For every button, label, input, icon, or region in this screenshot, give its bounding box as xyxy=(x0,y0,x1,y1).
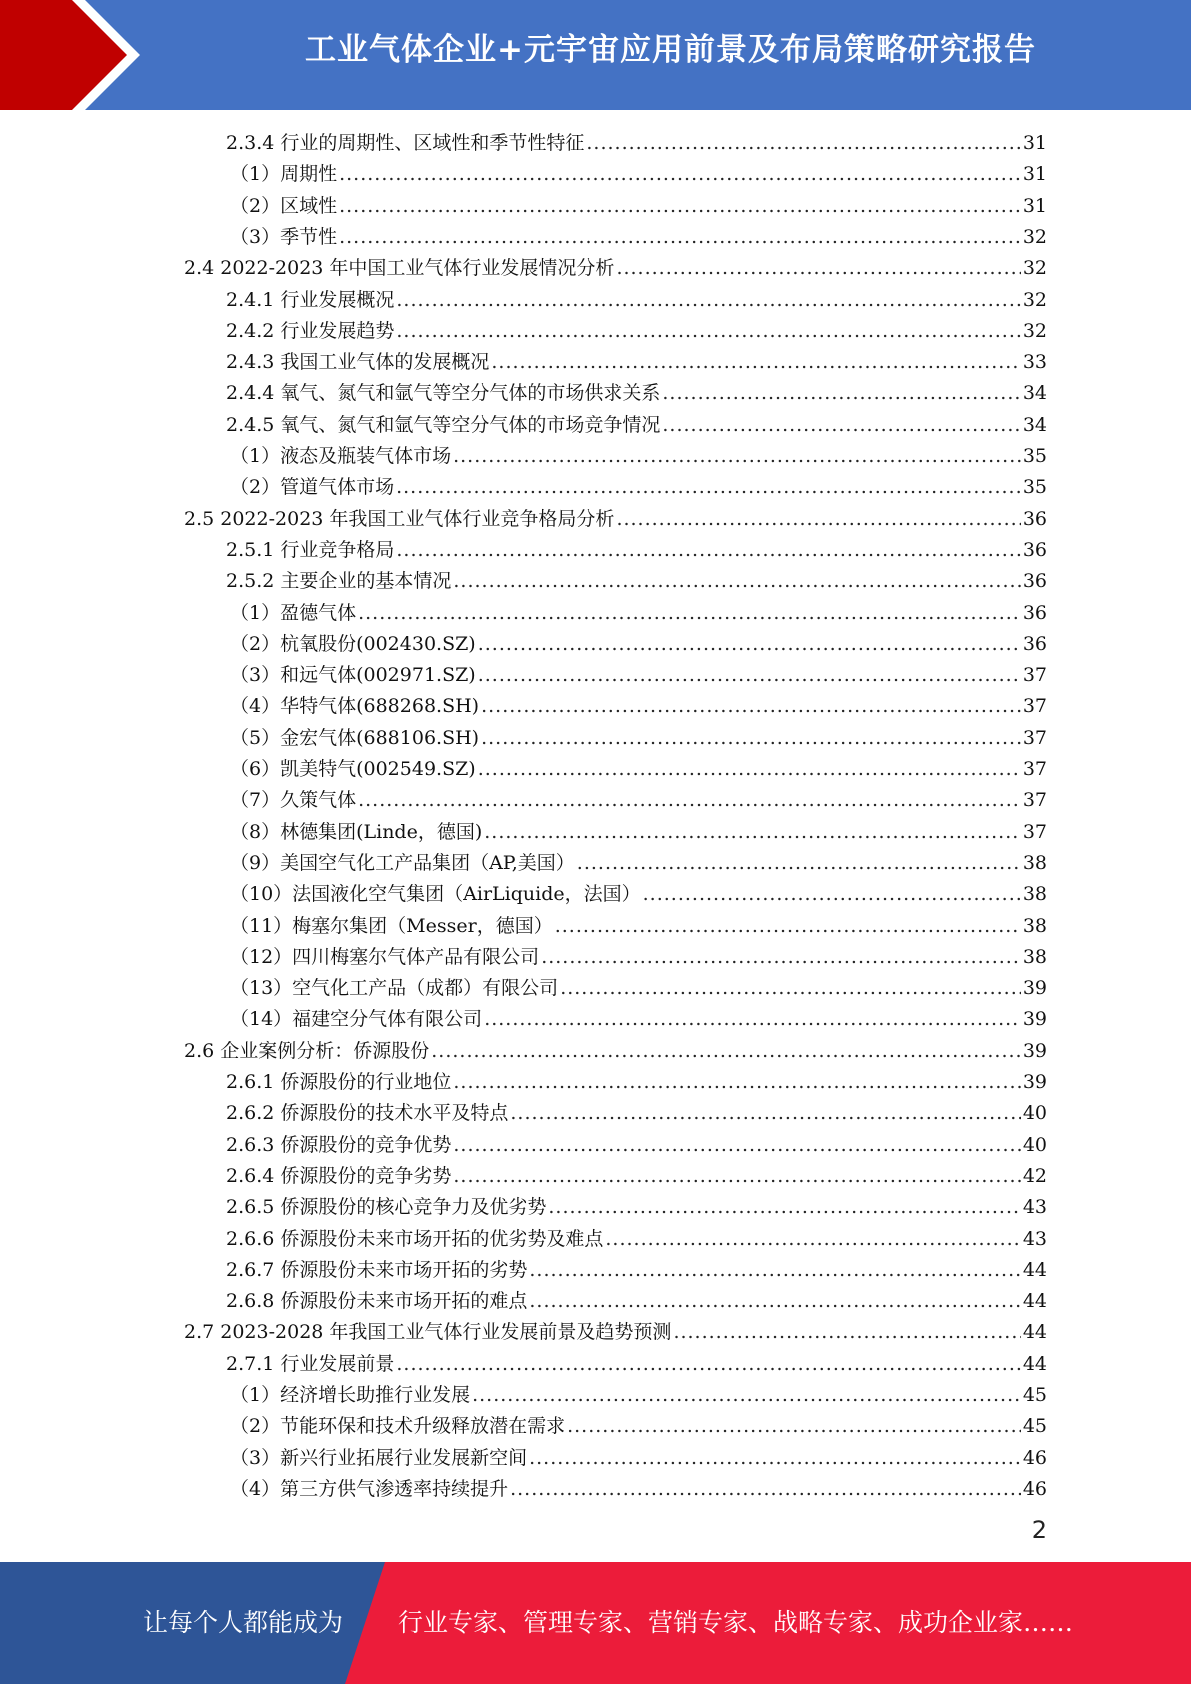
toc-entry-page: 45 xyxy=(1022,1384,1047,1406)
toc-entry-label: （2）杭氧股份(002430.SZ) xyxy=(230,633,476,655)
toc-entry[interactable] xyxy=(230,1411,1047,1442)
toc-entry-page: 36 xyxy=(1022,539,1047,561)
toc-entry-label: 2.6 企业案例分析：侨源股份 xyxy=(184,1040,430,1062)
toc-entry[interactable] xyxy=(230,754,1047,785)
toc-entry-label: （2）节能环保和技术升级释放潜在需求 xyxy=(230,1415,566,1437)
toc-entry-label: （3）和远气体(002971.SZ) xyxy=(230,664,476,686)
toc-entry-page: 45 xyxy=(1022,1415,1047,1437)
toc-leader-dots xyxy=(339,191,1021,222)
toc-entry-page: 39 xyxy=(1022,977,1047,999)
toc-entry[interactable] xyxy=(230,472,1047,503)
toc-entry[interactable] xyxy=(230,1380,1047,1411)
toc-entry-page: 35 xyxy=(1022,445,1047,467)
toc-leader-dots xyxy=(484,817,1021,848)
toc-entry-label: （13）空气化工产品（成都）有限公司 xyxy=(230,977,559,999)
toc-entry[interactable] xyxy=(226,1349,1047,1380)
toc-entry-page: 35 xyxy=(1022,476,1047,498)
footer-slogan-left: 让每个人都能成为 xyxy=(143,1608,344,1637)
toc-entry-page: 36 xyxy=(1022,602,1047,624)
toc-entry[interactable] xyxy=(226,1161,1047,1192)
toc-leader-dots xyxy=(431,1036,1021,1067)
toc-entry[interactable] xyxy=(230,629,1047,660)
toc-entry-page: 38 xyxy=(1022,915,1047,937)
toc-entry-label: （3）新兴行业拓展行业发展新空间 xyxy=(230,1447,528,1469)
toc-entry-page: 37 xyxy=(1022,821,1047,843)
toc-entry[interactable] xyxy=(230,691,1047,722)
toc-entry-page: 43 xyxy=(1022,1228,1047,1250)
toc-entry[interactable] xyxy=(226,1130,1047,1161)
toc-leader-dots xyxy=(484,1004,1021,1035)
toc-leader-dots xyxy=(560,973,1021,1004)
toc-entry[interactable] xyxy=(230,785,1047,816)
toc-entry-label: （12）四川梅塞尔气体产品有限公司 xyxy=(230,946,540,968)
toc-entry[interactable] xyxy=(226,347,1047,378)
toc-entry-page: 39 xyxy=(1022,1008,1047,1030)
toc-entry[interactable] xyxy=(184,1317,1047,1348)
toc-entry[interactable] xyxy=(226,410,1047,441)
toc-leader-dots xyxy=(548,1192,1020,1223)
toc-leader-dots xyxy=(339,159,1021,190)
toc-leader-dots xyxy=(616,253,1020,284)
toc-entry[interactable] xyxy=(230,1474,1047,1505)
toc-entry[interactable] xyxy=(230,660,1047,691)
toc-entry-page: 31 xyxy=(1022,132,1047,154)
toc-leader-dots xyxy=(510,1474,1021,1505)
toc-leader-dots xyxy=(396,535,1020,566)
toc-leader-dots xyxy=(453,1130,1020,1161)
footer-slogan-right: 行业专家、管理专家、营销专家、战略专家、成功企业家…… xyxy=(398,1608,1074,1637)
toc-entry-label: 2.5.1 行业竞争格局 xyxy=(226,539,395,561)
toc-leader-dots xyxy=(339,222,1021,253)
toc-entry-page: 39 xyxy=(1022,1040,1047,1062)
toc-entry-page: 37 xyxy=(1022,664,1047,686)
toc-entry-page: 37 xyxy=(1022,758,1047,780)
toc-entry-page: 43 xyxy=(1022,1196,1047,1218)
toc-leader-dots xyxy=(491,347,1020,378)
toc-leader-dots xyxy=(396,285,1020,316)
toc-leader-dots xyxy=(662,410,1020,441)
toc-entry-page: 38 xyxy=(1022,946,1047,968)
toc-entry-page: 32 xyxy=(1022,320,1047,342)
toc-entry[interactable] xyxy=(226,378,1047,409)
toc-entry-page: 37 xyxy=(1022,789,1047,811)
toc-entry[interactable] xyxy=(184,1036,1047,1067)
toc-entry[interactable] xyxy=(226,1286,1047,1317)
toc-entry-label: 2.7.1 行业发展前景 xyxy=(226,1353,395,1375)
toc-leader-dots xyxy=(481,691,1021,722)
toc-leader-dots xyxy=(662,378,1020,409)
toc-entry-label: 2.4.4 氧气、氮气和氩气等空分气体的市场供求关系 xyxy=(226,382,661,404)
toc-entry[interactable] xyxy=(230,1004,1047,1035)
toc-leader-dots xyxy=(643,879,1021,910)
toc-entry-label: （1）周期性 xyxy=(230,163,338,185)
toc-entry-label: （1）液态及瓶装气体市场 xyxy=(230,445,452,467)
toc-leader-dots xyxy=(453,566,1020,597)
toc-entry-label: 2.4.2 行业发展趋势 xyxy=(226,320,395,342)
toc-entry-label: （9）美国空气化工产品集团（AP,美国） xyxy=(230,852,575,874)
toc-entry-page: 32 xyxy=(1022,289,1047,311)
toc-entry[interactable] xyxy=(230,973,1047,1004)
toc-entry-page: 44 xyxy=(1022,1290,1047,1312)
toc-entry[interactable] xyxy=(230,159,1047,190)
toc-entry-label: 2.7 2023-2028 年我国工业气体行业发展前景及趋势预测 xyxy=(184,1321,672,1343)
toc-entry[interactable] xyxy=(226,566,1047,597)
toc-leader-dots xyxy=(529,1286,1020,1317)
toc-entry-page: 32 xyxy=(1022,226,1047,248)
toc-leader-dots xyxy=(529,1443,1021,1474)
toc-entry[interactable] xyxy=(230,942,1047,973)
toc-entry-label: 2.4.5 氧气、氮气和氩气等空分气体的市场竞争情况 xyxy=(226,414,661,436)
toc-leader-dots xyxy=(616,504,1020,535)
toc-entry-label: 2.6.3 侨源股份的竞争优势 xyxy=(226,1134,452,1156)
toc-entry-page: 40 xyxy=(1022,1102,1047,1124)
toc-entry-label: （4）华特气体(688268.SH) xyxy=(230,695,480,717)
toc-entry-label: （3）季节性 xyxy=(230,226,338,248)
toc-leader-dots xyxy=(541,942,1021,973)
toc-entry-page: 44 xyxy=(1022,1259,1047,1281)
toc-entry-label: 2.6.6 侨源股份未来市场开拓的优劣势及难点 xyxy=(226,1228,604,1250)
toc-entry[interactable] xyxy=(230,222,1047,253)
toc-entry[interactable] xyxy=(230,1443,1047,1474)
toc-entry-page: 37 xyxy=(1022,695,1047,717)
toc-entry[interactable] xyxy=(226,285,1047,316)
toc-entry-label: 2.6.1 侨源股份的行业地位 xyxy=(226,1071,452,1093)
toc-leader-dots xyxy=(396,472,1021,503)
toc-entry[interactable] xyxy=(226,535,1047,566)
toc-entry-label: 2.3.4 行业的周期性、区域性和季节性特征 xyxy=(226,132,585,154)
toc-leader-dots xyxy=(673,1317,1020,1348)
toc-entry[interactable] xyxy=(230,191,1047,222)
toc-entry[interactable] xyxy=(230,441,1047,472)
toc-entry[interactable] xyxy=(226,1224,1047,1255)
toc-leader-dots xyxy=(510,1098,1020,1129)
toc-entry[interactable] xyxy=(184,253,1047,284)
toc-entry-label: 2.6.4 侨源股份的竞争劣势 xyxy=(226,1165,452,1187)
toc-entry-page: 31 xyxy=(1022,195,1047,217)
toc-entry-label: 2.4.1 行业发展概况 xyxy=(226,289,395,311)
toc-entry-label: （5）金宏气体(688106.SH) xyxy=(230,727,480,749)
toc-entry-page: 33 xyxy=(1022,351,1047,373)
toc-entry-label: 2.6.8 侨源股份未来市场开拓的难点 xyxy=(226,1290,528,1312)
toc-entry-label: （7）久策气体 xyxy=(230,789,357,811)
toc-entry-label: （14）福建空分气体有限公司 xyxy=(230,1008,483,1030)
toc-entry-label: 2.6.5 侨源股份的核心竞争力及优劣势 xyxy=(226,1196,547,1218)
toc-leader-dots xyxy=(478,629,1021,660)
toc-leader-dots xyxy=(396,1349,1020,1380)
toc-entry-label: 2.6.7 侨源股份未来市场开拓的劣势 xyxy=(226,1259,528,1281)
toc-entry-label: （8）林德集团(Linde，德国) xyxy=(230,821,483,843)
toc-entry-label: 2.4 2022-2023 年中国工业气体行业发展情况分析 xyxy=(184,257,615,279)
toc-leader-dots xyxy=(481,723,1021,754)
toc-entry-page: 39 xyxy=(1022,1071,1047,1093)
toc-entry-page: 44 xyxy=(1022,1321,1047,1343)
toc-entry-label: （10）法国液化空气集团（AirLiquide，法国） xyxy=(230,883,641,905)
toc-leader-dots xyxy=(577,848,1021,879)
toc-entry[interactable] xyxy=(230,723,1047,754)
toc-entry-page: 46 xyxy=(1022,1447,1047,1469)
toc-entry[interactable] xyxy=(226,1067,1047,1098)
header-arrow-decoration xyxy=(0,0,140,110)
toc-leader-dots xyxy=(453,441,1021,472)
toc-leader-dots xyxy=(555,911,1021,942)
toc-entry[interactable] xyxy=(230,817,1047,848)
toc-leader-dots xyxy=(358,785,1021,816)
page-number: 2 xyxy=(1031,1516,1047,1544)
toc-entry[interactable] xyxy=(226,1192,1047,1223)
toc-entry-page: 36 xyxy=(1022,633,1047,655)
toc-entry-page: 42 xyxy=(1022,1165,1047,1187)
toc-entry-page: 44 xyxy=(1022,1353,1047,1375)
toc-entry[interactable] xyxy=(226,128,1047,159)
toc-leader-dots xyxy=(396,316,1020,347)
toc-entry-label: （11）梅塞尔集团（Messer，德国） xyxy=(230,915,553,937)
toc-leader-dots xyxy=(478,660,1021,691)
toc-leader-dots xyxy=(472,1380,1021,1411)
toc-leader-dots xyxy=(529,1255,1020,1286)
toc-entry-page: 40 xyxy=(1022,1134,1047,1156)
toc-entry-label: （2）管道气体市场 xyxy=(230,476,395,498)
toc-entry[interactable] xyxy=(230,911,1047,942)
toc-entry-page: 31 xyxy=(1022,163,1047,185)
toc-entry-label: （1）经济增长助推行业发展 xyxy=(230,1384,471,1406)
toc-entry[interactable] xyxy=(226,316,1047,347)
toc-entry-label: 2.5.2 主要企业的基本情况 xyxy=(226,570,452,592)
toc-entry-page: 37 xyxy=(1022,727,1047,749)
toc-entry-label: （6）凯美特气(002549.SZ) xyxy=(230,758,476,780)
toc-leader-dots xyxy=(567,1411,1021,1442)
toc-entry-label: 2.6.2 侨源股份的技术水平及特点 xyxy=(226,1102,509,1124)
toc-entry[interactable] xyxy=(226,1098,1047,1129)
toc-entry-page: 46 xyxy=(1022,1478,1047,1500)
page-header xyxy=(0,0,1191,110)
toc-entry[interactable] xyxy=(226,1255,1047,1286)
page-footer xyxy=(0,1562,1191,1684)
toc-entry-label: （1）盈德气体 xyxy=(230,602,357,624)
toc-entry-page: 36 xyxy=(1022,570,1047,592)
toc-entry-page: 36 xyxy=(1022,508,1047,530)
toc-entry-page: 32 xyxy=(1022,257,1047,279)
toc-leader-dots xyxy=(586,128,1020,159)
toc-entry[interactable] xyxy=(184,504,1047,535)
toc-entry-page: 34 xyxy=(1022,414,1047,436)
toc-entry-label: 2.4.3 我国工业气体的发展概况 xyxy=(226,351,490,373)
toc-entry-label: （4）第三方供气渗透率持续提升 xyxy=(230,1478,509,1500)
toc-entry[interactable] xyxy=(230,879,1047,910)
toc-entry-label: （2）区域性 xyxy=(230,195,338,217)
toc-entry-page: 34 xyxy=(1022,382,1047,404)
toc-leader-dots xyxy=(478,754,1021,785)
toc-leader-dots xyxy=(358,598,1021,629)
toc-entry[interactable] xyxy=(230,598,1047,629)
report-title: 工业气体企业+元宇宙应用前景及布局策略研究报告 xyxy=(305,32,1036,68)
toc-leader-dots xyxy=(453,1067,1020,1098)
toc-entry-label: 2.5 2022-2023 年我国工业气体行业竞争格局分析 xyxy=(184,508,615,530)
toc-leader-dots xyxy=(605,1224,1020,1255)
toc-entry-page: 38 xyxy=(1022,852,1047,874)
toc-entry[interactable] xyxy=(230,848,1047,879)
toc-leader-dots xyxy=(453,1161,1020,1192)
toc-entry-page: 38 xyxy=(1022,883,1047,905)
